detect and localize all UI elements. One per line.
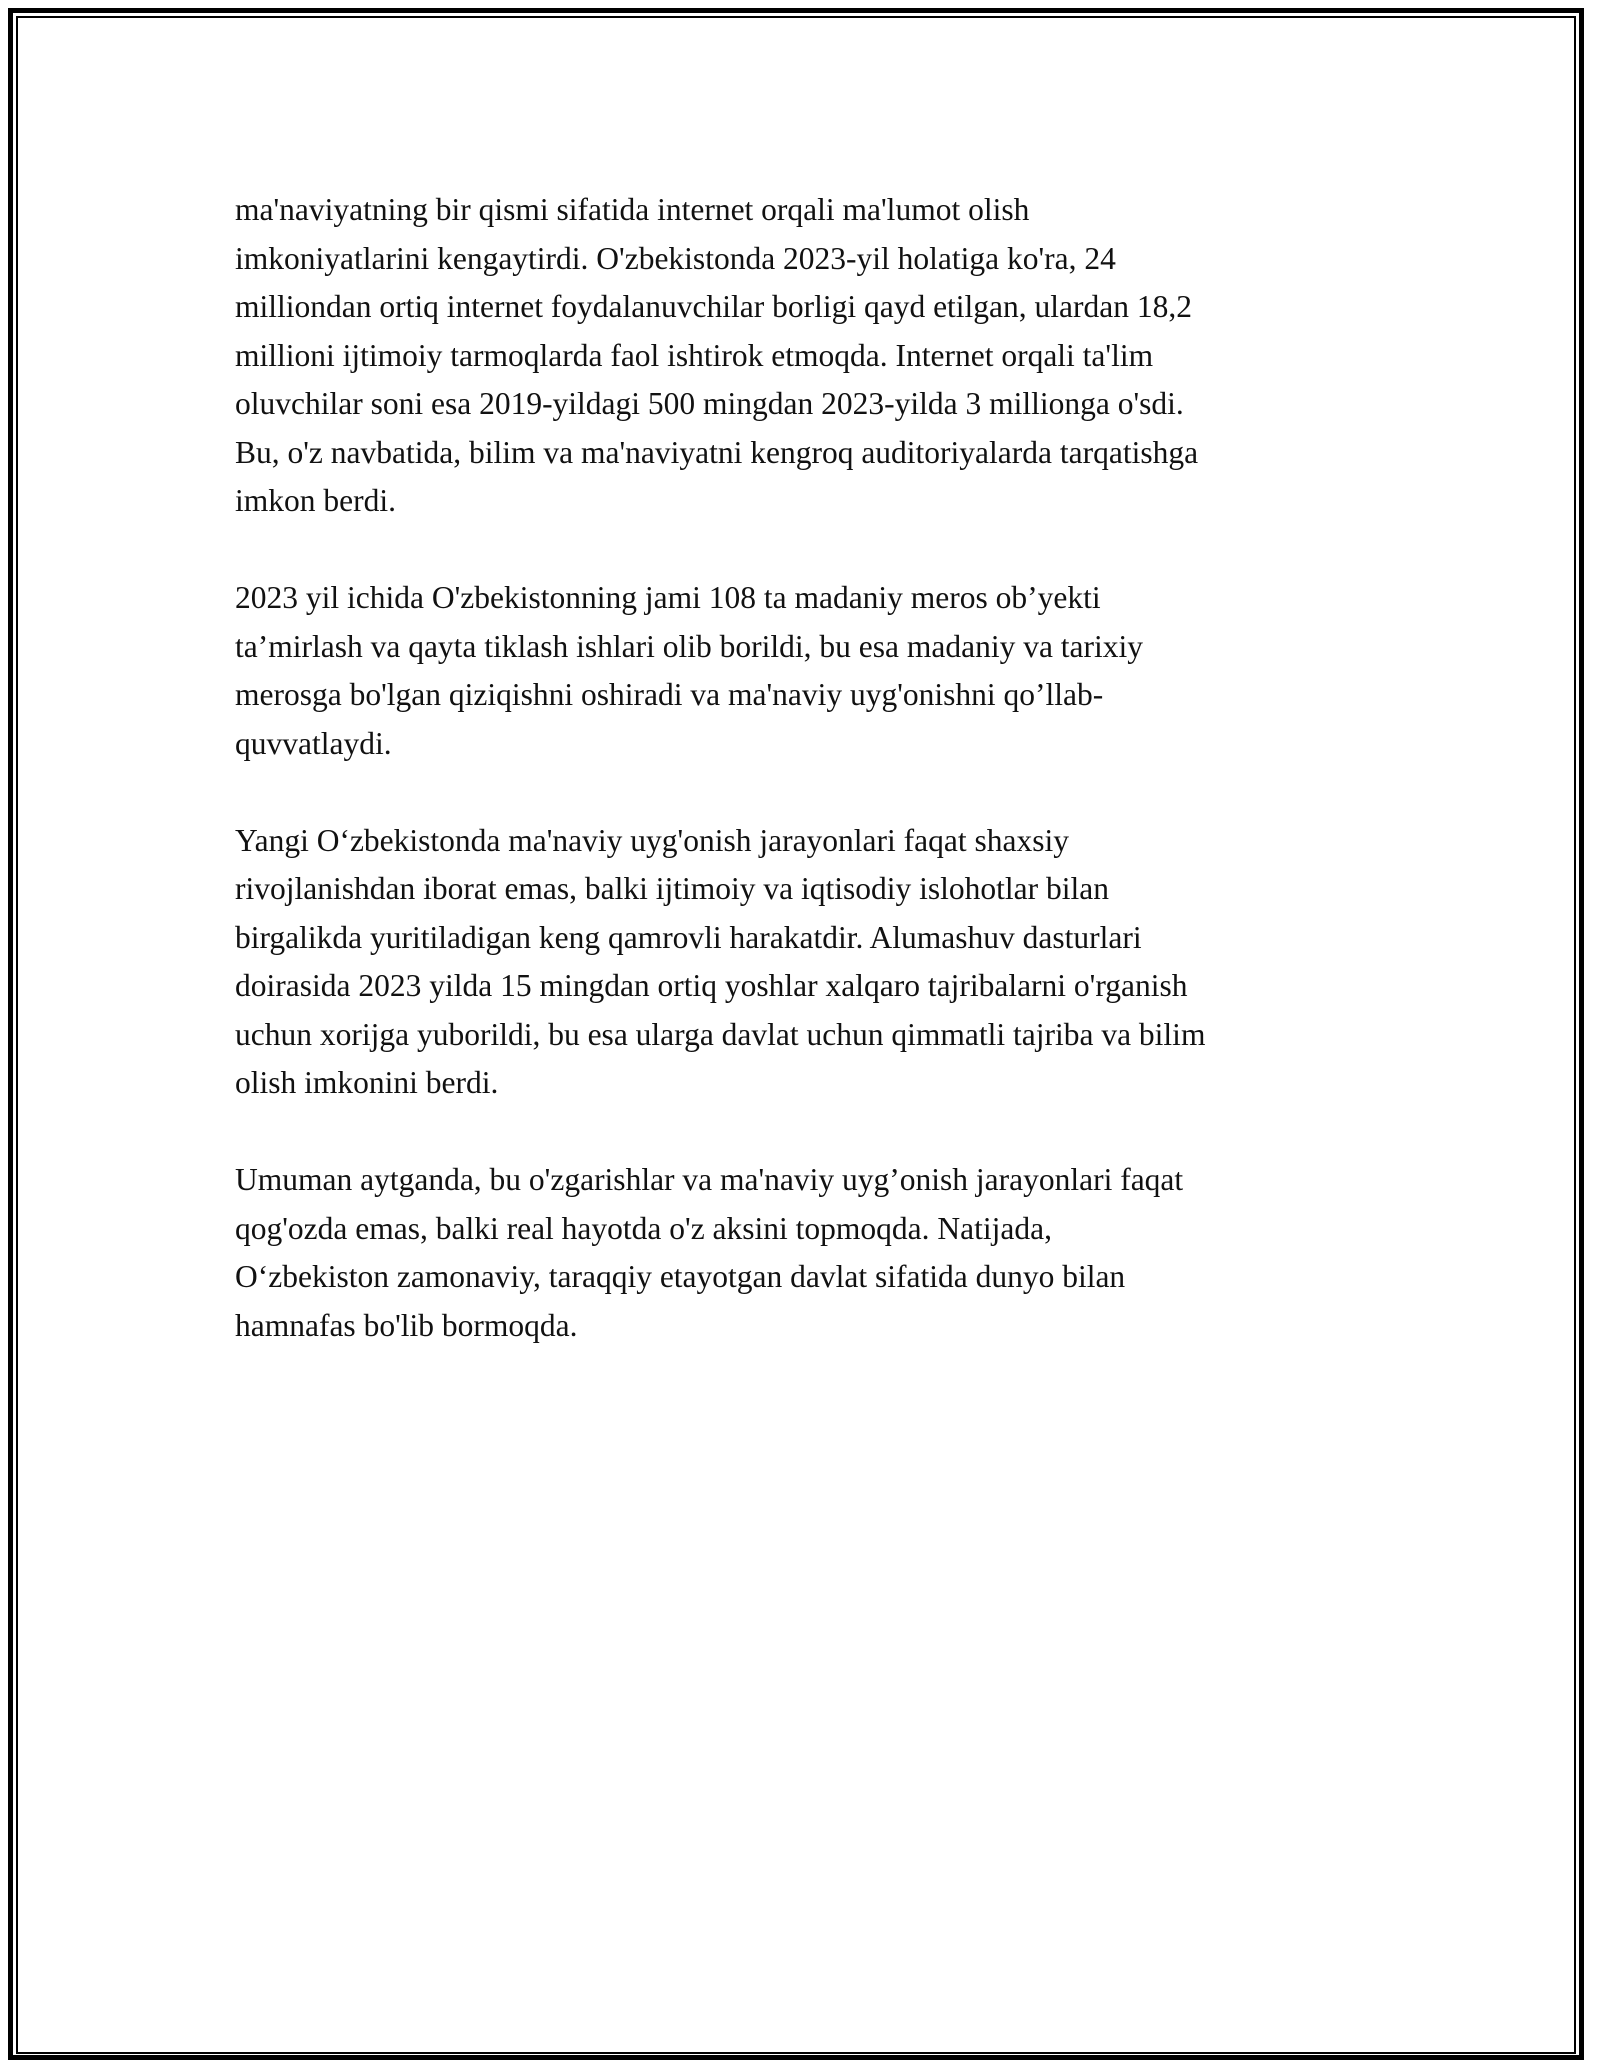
text-line: oluvchilar soni esa 2019-yildagi 500 mingdan 2023-yilda 3 millionga o'sdi. — [235, 386, 1184, 421]
text-line: Bu, o'z navbatida, bilim va ma'naviyatni kengroq auditoriyalarda tarqatishga — [235, 434, 1199, 470]
text-line: quvvatlaydi. — [235, 725, 392, 761]
text-line: imkon berdi. — [235, 483, 396, 518]
text-line: Yangi O‘zbekistonda ma'naviy uyg'onish jarayonlari faqat shaxsiy — [235, 822, 1069, 858]
document-body — [235, 186, 1375, 1399]
text-line: Umuman aytganda, bu o'zgarishlar va ma'naviy uyg’onish jarayonlari faqat — [235, 1162, 1184, 1197]
text-line: olish imkonini berdi. — [235, 1065, 499, 1100]
text-line: O‘zbekiston zamonaviy, taraqqiy etayotgan davlat sifatida dunyo bilan — [235, 1259, 1126, 1294]
paragraph — [235, 817, 1375, 1108]
text-line: 2023 yil ichida O'zbekistonning jami 108 ta madaniy meros ob’yekti — [235, 580, 1101, 615]
paragraph — [235, 186, 1375, 526]
text-line: imkoniyatlarini kengaytirdi. O'zbekistonda 2023-yil holatiga ko'ra, 24 — [235, 240, 1116, 276]
text-line: ma'naviyatning bir qismi sifatida internet orqali ma'lumot olish — [235, 192, 1030, 227]
text-line: rivojlanishdan iborat emas, balki ijtimoiy va iqtisodiy islohotlar bilan — [235, 871, 1110, 906]
text-line: birgalikda yuritiladigan keng qamrovli harakatdir. Alumashuv dasturlari — [235, 919, 1142, 955]
text-line: qog'ozda emas, balki real hayotda o'z aksini topmoqda. Natijada, — [235, 1210, 1052, 1246]
text-line: ta’mirlash va qayta tiklash ishlari olib borildi, bu esa madaniy va tarixiy — [235, 628, 1144, 664]
text-line: merosga bo'lgan qiziqishni oshiradi va ma'naviy uyg'onishni qo’llab- — [235, 677, 1104, 712]
text-line: millioni ijtimoiy tarmoqlarda faol ishtirok etmoqda. Internet orqali ta'lim — [235, 337, 1154, 373]
text-line: uchun xorijga yuborildi, bu esa ularga davlat uchun qimmatli tajriba va bilim — [235, 1016, 1206, 1052]
paragraph — [235, 574, 1375, 768]
text-line: doirasida 2023 yilda 15 mingdan ortiq yoshlar xalqaro tajribalarni o'rganish — [235, 968, 1188, 1003]
text-line: hamnafas bo'lib bormoqda. — [235, 1307, 578, 1343]
paragraph — [235, 1156, 1375, 1350]
text-line: milliondan ortiq internet foydalanuvchilar borligi qayd etilgan, ulardan 18,2 — [235, 289, 1192, 324]
